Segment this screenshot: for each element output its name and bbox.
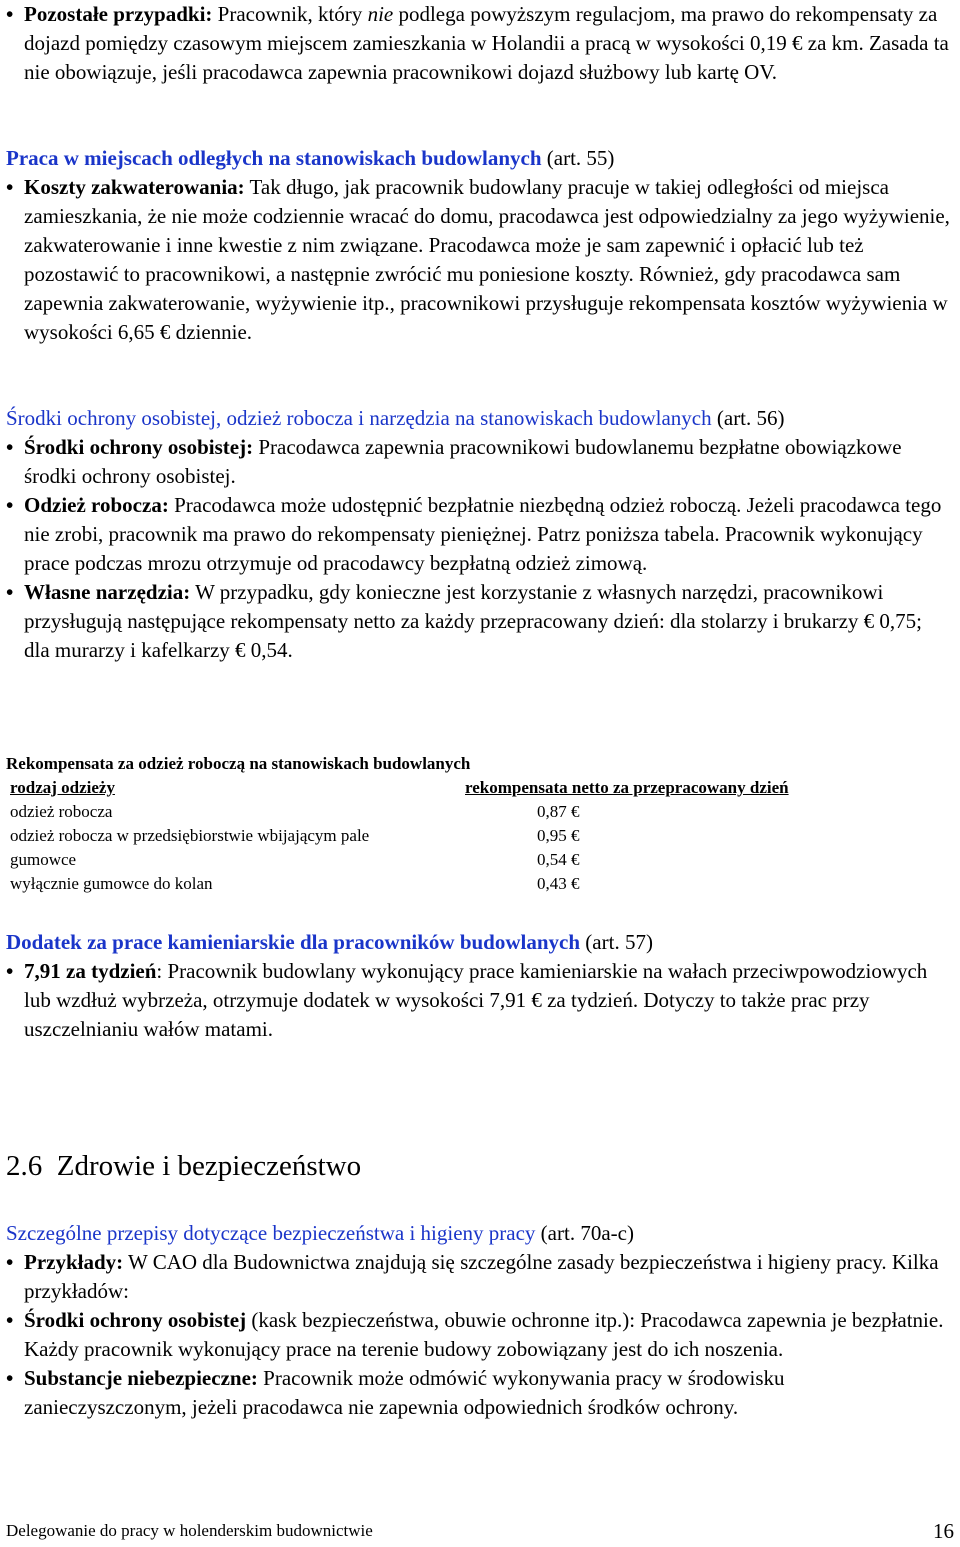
bullet-label: Środki ochrony osobistej <box>24 1308 247 1332</box>
workwear-compensation-table <box>6 752 937 896</box>
bullet-label: Środki ochrony osobistej: <box>24 435 254 459</box>
paragraph-other-cases <box>6 0 960 87</box>
bullet-text: Tak długo, jak pracownik budowlany pracuje w takiej odległości od miejsca zamieszkania, że nie może codziennie wracać do domu, pracodawca jest odpowiedzialny za jego wyżywienie, zakwaterowanie i inne kwestie z nim związane. Pracodawca może je sam zapewnić i opłacić lub też pozostawić to pracownikowi, a następnie zwrócić mu poniesione koszty. Również, gdy pracodawca sam zapewnia zakwaterowanie, wyżywienie itp., pracownikowi przysługuje rekompensata kosztów wyżywienia w wysokości 6,65 € dziennie. <box>24 175 950 344</box>
chapter-title: Zdrowie i bezpieczeństwo <box>56 1150 362 1182</box>
bullet-label: 7,91 za tydzień <box>24 959 157 983</box>
article-ref: (art. 56) <box>711 406 785 430</box>
section-remote-work <box>6 144 952 347</box>
table-title: Rekompensata za odzież roboczą na stanowiskach budowlanych <box>6 754 471 773</box>
section-heading: Praca w miejscach odległych na stanowiskach budowlanych <box>6 146 542 170</box>
table-cell-type: odzież robocza <box>10 802 113 821</box>
table-cell-value: 0,87 € <box>537 802 580 821</box>
table-row <box>6 824 937 848</box>
table-cell-type: odzież robocza w przedsiębiorstwie wbijającym pale <box>10 826 370 845</box>
bullet-ppe-safety <box>6 1306 952 1364</box>
bullet-label: Własne narzędzia: <box>24 580 191 604</box>
bullet-text: Pracownik może odmówić wykonywania pracy w środowisku zanieczyszczonym, jeżeli pracodawca nie zapewnia odpowiednich środków ochrony. <box>24 1366 785 1419</box>
table-cell-type: gumowce <box>10 850 77 869</box>
bullet-examples <box>6 1248 952 1306</box>
section-heading: Szczególne przepisy dotyczące bezpieczeństwa i higieny pracy <box>6 1221 536 1245</box>
bullet-label: Przykłady: <box>24 1250 124 1274</box>
text-part: Pracownik, który <box>212 2 368 26</box>
page-number: 16 <box>933 1519 954 1543</box>
table-cell-value: 0,43 € <box>537 874 580 893</box>
bullet-text: : Pracownik budowlany wykonujący prace kamieniarskie na wałach przeciwpowodziowych lub wzdłuż wybrzeża, otrzymuje dodatek w wysokości 7,91 € za tydzień. Dotyczy to także prac przy uszczelnianiu wałów matami. <box>24 959 928 1041</box>
bullet-label: Substancje niebezpieczne: <box>24 1366 258 1390</box>
text-part: podlega powyższym regulacjom, ma prawo do rekompensaty za dojazd pomiędzy czasowym miejscem zamieszkania w Holandii a pracą w wysokości 0,19 € za km. Zasada ta nie obowiązuje, jeśli pracodawca zapewnia pracownikowi dojazd służbowy lub kartę OV. <box>24 2 949 84</box>
section-stonework-allowance <box>6 928 952 1044</box>
section-heading: Dodatek za prace kamieniarskie dla pracowników budowlanych <box>6 930 581 954</box>
bullet-accommodation <box>6 173 952 347</box>
footer-title: Delegowanie do pracy w holenderskim budownictwie <box>6 1521 373 1540</box>
bullet-text: (kask bezpieczeństwa, obuwie ochronne itp.): Pracodawca zapewnia je bezpłatnie. Każdy pracownik wykonujący prace na terenie budowy zobowiązany jest do ich noszenia. <box>24 1308 944 1361</box>
bullet-text: Pracodawca zapewnia pracownikowi budowlanemu bezpłatne obowiązkowe środki ochrony osobistej. <box>24 435 902 488</box>
bullet-ppe <box>6 433 952 491</box>
bullet-text: W CAO dla Budownictwa znajdują się szczególne zasady bezpieczeństwa i higieny pracy. Kilka przykładów: <box>24 1250 939 1303</box>
bullet-stonework <box>6 957 952 1044</box>
table-cell-type: wyłącznie gumowce do kolan <box>10 874 213 893</box>
section-heading: Środki ochrony osobistej, odzież robocza i narzędzia na stanowiskach budowlanych <box>6 406 712 430</box>
bullet-own-tools <box>6 578 952 665</box>
section-safety-rules <box>6 1219 952 1422</box>
table-row <box>6 848 937 872</box>
bullet-label: Odzież robocza: <box>24 493 169 517</box>
article-ref: (art. 57) <box>580 930 653 954</box>
article-ref: (art. 70a-c) <box>535 1221 634 1245</box>
bullet-workwear <box>6 491 952 578</box>
label-other-cases: Pozostałe przypadki: <box>24 2 213 26</box>
table-row <box>6 872 937 896</box>
chapter-heading <box>6 1150 361 1183</box>
bullet-text: Pracodawca może udostępnić bezpłatnie niezbędną odzież roboczą. Jeżeli pracodawca tego nie zrobi, pracownik ma prawo do rekompensaty pieniężnej. Patrz poniższa tabela. Pracownik wykonujący prace podczas mrozu otrzymuje od pracodawcy bezpłatną odzież zimową. <box>24 493 942 575</box>
text-emphasis: nie <box>367 2 394 26</box>
table-cell-value: 0,54 € <box>537 850 580 869</box>
section-protective-equipment <box>6 404 952 665</box>
chapter-number: 2.6 <box>6 1150 43 1182</box>
bullet-label: Koszty zakwaterowania: <box>24 175 245 199</box>
table-header-compensation: rekompensata netto za przepracowany dzień <box>465 778 789 797</box>
table-cell-value: 0,95 € <box>537 826 580 845</box>
bullet-hazardous-substances <box>6 1364 952 1422</box>
bullet-text: W przypadku, gdy konieczne jest korzystanie z własnych narzędzi, pracownikowi przysługują następujące rekompensaty netto za każdy przepracowany dzień: dla stolarzy i brukarzy € 0,75; dla murarzy i kafelkarzy € 0,54. <box>24 580 922 662</box>
table-header-type: rodzaj odzieży <box>10 778 115 797</box>
article-ref: (art. 55) <box>541 146 615 170</box>
table-row <box>6 800 937 824</box>
